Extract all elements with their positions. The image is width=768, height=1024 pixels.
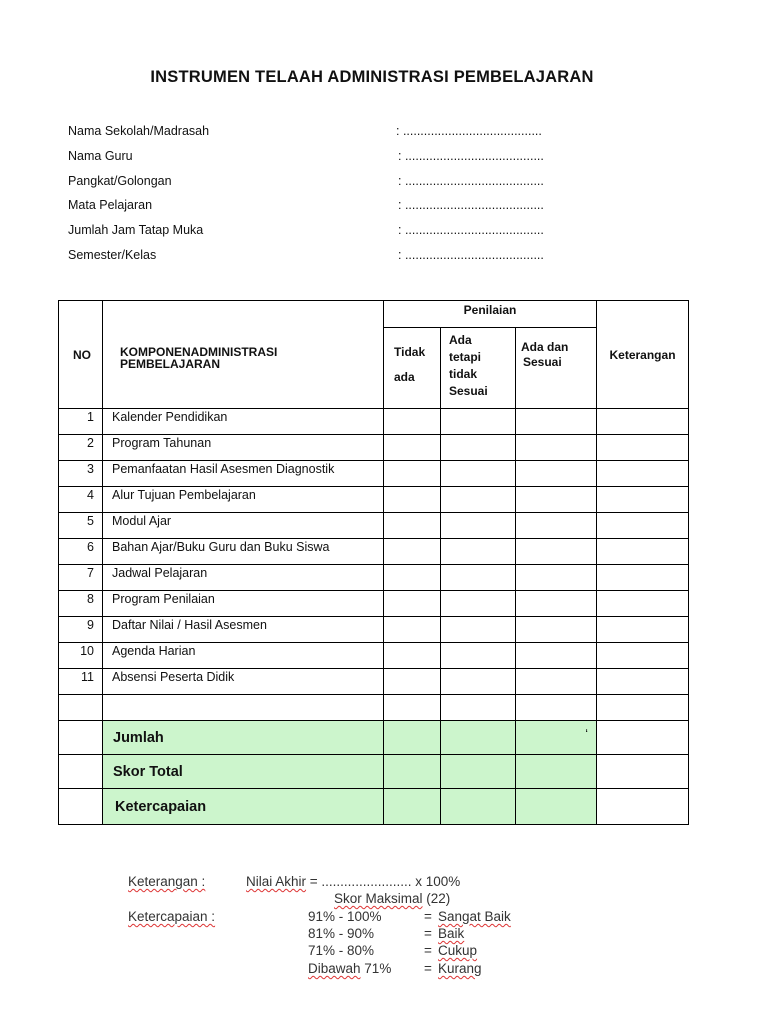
cell-ada-sesuai[interactable] (516, 539, 597, 565)
cell-ada-tidak-sesuai[interactable] (441, 565, 516, 591)
row-komponen: Pemanfaatan Hasil Asesmen Diagnostik (103, 461, 384, 487)
header-no: NO (59, 301, 103, 409)
summary-row-jumlah (59, 721, 689, 755)
info-value: : ........................................ (396, 124, 542, 138)
scale-range-below (308, 961, 391, 976)
legend-denominator (334, 891, 450, 906)
scale-eq: = (424, 909, 432, 924)
cell-ada-tidak-sesuai[interactable] (441, 409, 516, 435)
table-row (59, 617, 689, 643)
legend-keterangan-label: Keterangan : (128, 874, 206, 889)
info-row-nama-guru (68, 149, 568, 174)
cell-ada-sesuai[interactable] (516, 513, 597, 539)
header-ada-tidak-sesuai-line3: tidak (449, 367, 478, 381)
cell-tidak-ada[interactable] (384, 565, 441, 591)
scale-grade: Baik (438, 926, 465, 941)
cell-ada-sesuai[interactable] (516, 409, 597, 435)
cell-keterangan[interactable] (597, 617, 689, 643)
info-value: : ........................................ (398, 247, 544, 262)
cell-ketercapaian-ada-sesuai[interactable] (516, 789, 597, 825)
info-value: : ........................................ (398, 198, 544, 213)
cell-ada-sesuai[interactable] (516, 617, 597, 643)
cell-ada-tidak-sesuai[interactable] (441, 643, 516, 669)
row-no: 1 (59, 409, 103, 435)
info-value: : ........................................ (398, 173, 544, 188)
legend-ketercapaian-label: Ketercapaian : (128, 909, 216, 924)
table-row (59, 409, 689, 435)
scale-eq: = (424, 961, 432, 976)
cell-keterangan[interactable] (597, 591, 689, 617)
cell-keterangan[interactable] (597, 513, 689, 539)
cell-empty (59, 789, 103, 825)
cell-ada-tidak-sesuai[interactable] (441, 539, 516, 565)
row-no: 10 (59, 643, 103, 669)
summary-row-skor-total (59, 755, 689, 789)
row-komponen: Modul Ajar (103, 513, 384, 539)
cell-ada-tidak-sesuai[interactable] (441, 513, 516, 539)
header-ada-tidak-sesuai-line2: tetapi (449, 350, 482, 364)
cell-keterangan[interactable] (597, 435, 689, 461)
header-tidak-ada (384, 328, 441, 409)
header-ada-sesuai (516, 328, 597, 409)
cell-ada-tidak-sesuai[interactable] (441, 617, 516, 643)
info-row-nama-sekolah (68, 124, 568, 149)
row-no: 2 (59, 435, 103, 461)
scale-range: 71% - 80% (308, 943, 375, 958)
row-no: 7 (59, 565, 103, 591)
scale-range: 91% - 100% (308, 909, 382, 924)
cell-keterangan[interactable] (597, 539, 689, 565)
cell-keterangan[interactable] (597, 565, 689, 591)
row-no: 3 (59, 461, 103, 487)
summary-row-ketercapaian (59, 789, 689, 825)
cell-jumlah-tidak-ada[interactable] (384, 721, 441, 755)
cell-empty (103, 695, 384, 721)
cell-tidak-ada[interactable] (384, 409, 441, 435)
cell-empty (59, 695, 103, 721)
header-komponen (103, 301, 384, 409)
cell-ketercapaian-keterangan[interactable] (597, 789, 689, 825)
cell-skor-ada-sesuai[interactable] (516, 755, 597, 789)
cell-jumlah-keterangan[interactable] (597, 721, 689, 755)
cell-tidak-ada[interactable] (384, 513, 441, 539)
header-ada-sesuai-line1: Ada dan (521, 340, 569, 354)
cell-jumlah-ada-sesuai[interactable] (516, 721, 597, 755)
cell-ada-tidak-sesuai[interactable] (441, 487, 516, 513)
cell-keterangan[interactable] (597, 461, 689, 487)
row-no: 6 (59, 539, 103, 565)
summary-label-skor-total: Skor Total (103, 755, 384, 789)
table-row (59, 669, 689, 695)
row-komponen: Kalender Pendidikan (103, 409, 384, 435)
cell-tidak-ada[interactable] (384, 669, 441, 695)
row-komponen: Bahan Ajar/Buku Guru dan Buku Siswa (103, 539, 384, 565)
info-value: : ........................................ (398, 148, 544, 163)
cell-ada-sesuai[interactable] (516, 565, 597, 591)
summary-label-jumlah: Jumlah (103, 721, 384, 755)
cell-tidak-ada[interactable] (384, 435, 441, 461)
row-no: 5 (59, 513, 103, 539)
info-label: Nama Guru (68, 148, 133, 163)
cell-ada-sesuai[interactable] (516, 487, 597, 513)
cell-ada-sesuai[interactable] (516, 591, 597, 617)
cell-tidak-ada[interactable] (384, 617, 441, 643)
cell-ketercapaian-tidak-ada[interactable] (384, 789, 441, 825)
legend-skor-maksimal-value: (22) (426, 891, 451, 906)
header-keterangan: Keterangan (597, 301, 689, 409)
row-no: 8 (59, 591, 103, 617)
cell-skor-tidak-ada[interactable] (384, 755, 441, 789)
document-title: INSTRUMEN TELAAH ADMINISTRASI PEMBELAJARAN (150, 68, 594, 86)
cell-keterangan[interactable] (597, 487, 689, 513)
jumlah-mark: ‘ (585, 727, 589, 741)
cell-skor-ada-tidak-sesuai[interactable] (441, 755, 516, 789)
legend-nilai-akhir: Nilai Akhir (246, 874, 307, 889)
table-row (59, 643, 689, 669)
header-komponen-line1: KOMPONENADMINISTRASI (120, 344, 278, 359)
cell-ada-tidak-sesuai[interactable] (441, 591, 516, 617)
cell-tidak-ada[interactable] (384, 591, 441, 617)
header-tidak-ada-line1: Tidak (394, 345, 426, 359)
header-komponen-line2: PEMBELAJARAN (120, 356, 221, 371)
cell-tidak-ada[interactable] (384, 461, 441, 487)
scale-range-value: 71% (364, 961, 392, 976)
scale-eq: = (424, 926, 432, 941)
scale-grade: Kurang (438, 961, 482, 976)
scale-grade: Sangat Baik (438, 909, 511, 924)
header-ada-tidak-sesuai (441, 328, 516, 409)
cell-ada-tidak-sesuai[interactable] (441, 435, 516, 461)
info-row-jam-tatap-muka (68, 223, 568, 248)
cell-ada-sesuai[interactable] (516, 435, 597, 461)
cell-tidak-ada[interactable] (384, 487, 441, 513)
header-ada-tidak-sesuai-line1: Ada (449, 333, 472, 347)
info-row-semester (68, 248, 568, 273)
info-fields (68, 124, 568, 273)
cell-ketercapaian-ada-tidak-sesuai[interactable] (441, 789, 516, 825)
info-label: Nama Sekolah/Madrasah (68, 124, 210, 138)
row-komponen: Absensi Peserta Didik (103, 669, 384, 695)
cell-ada-sesuai[interactable] (516, 669, 597, 695)
table-row-empty (59, 695, 689, 721)
cell-tidak-ada[interactable] (384, 539, 441, 565)
row-komponen: Jadwal Pelajaran (103, 565, 384, 591)
cell-keterangan[interactable] (597, 669, 689, 695)
cell-jumlah-ada-tidak-sesuai[interactable] (441, 721, 516, 755)
header-ada-tidak-sesuai-line4: Sesuai (449, 384, 488, 398)
row-no: 11 (59, 669, 103, 695)
assessment-table (58, 300, 689, 825)
header-ada-sesuai-line2: Sesuai (523, 355, 562, 369)
table-row (59, 435, 689, 461)
table-row (59, 513, 689, 539)
info-row-pangkat (68, 174, 568, 199)
info-label: Mata Pelajaran (68, 198, 153, 213)
row-komponen: Daftar Nilai / Hasil Asesmen (103, 617, 384, 643)
row-komponen: Alur Tujuan Pembelajaran (103, 487, 384, 513)
cell-keterangan[interactable] (597, 643, 689, 669)
header-penilaian: Penilaian (384, 301, 597, 328)
cell-empty (516, 695, 597, 721)
table-row (59, 565, 689, 591)
scale-range: 81% - 90% (308, 926, 375, 941)
cell-ada-tidak-sesuai[interactable] (441, 461, 516, 487)
legend-formula (246, 874, 460, 889)
table-row (59, 461, 689, 487)
table-row (59, 487, 689, 513)
legend-skor-maksimal: Skor Maksimal (334, 891, 423, 906)
cell-empty (59, 755, 103, 789)
table-row (59, 591, 689, 617)
info-label: Pangkat/Golongan (68, 173, 172, 188)
cell-ada-sesuai[interactable] (516, 461, 597, 487)
scale-range-word: Dibawah (308, 961, 361, 976)
scale-grade: Cukup (438, 943, 478, 958)
row-komponen: Program Tahunan (103, 435, 384, 461)
cell-tidak-ada[interactable] (384, 643, 441, 669)
cell-ada-sesuai[interactable] (516, 643, 597, 669)
cell-empty (59, 721, 103, 755)
cell-skor-keterangan[interactable] (597, 755, 689, 789)
table-row (59, 539, 689, 565)
cell-empty (384, 695, 441, 721)
scale-eq: = (424, 943, 432, 958)
cell-empty (441, 695, 516, 721)
legend-formula-top: = ........................ x 100% (309, 874, 461, 889)
header-tidak-ada-line2: ada (394, 370, 415, 384)
row-no: 9 (59, 617, 103, 643)
summary-label-ketercapaian: Ketercapaian (103, 789, 384, 825)
cell-empty (597, 695, 689, 721)
info-label: Jumlah Jam Tatap Muka (68, 223, 204, 238)
info-value: : ........................................ (398, 223, 544, 238)
row-komponen: Program Penilaian (103, 591, 384, 617)
cell-ada-tidak-sesuai[interactable] (441, 669, 516, 695)
cell-keterangan[interactable] (597, 409, 689, 435)
info-label: Semester/Kelas (68, 247, 157, 262)
info-row-mata-pelajaran (68, 198, 568, 223)
row-no: 4 (59, 487, 103, 513)
row-komponen: Agenda Harian (103, 643, 384, 669)
